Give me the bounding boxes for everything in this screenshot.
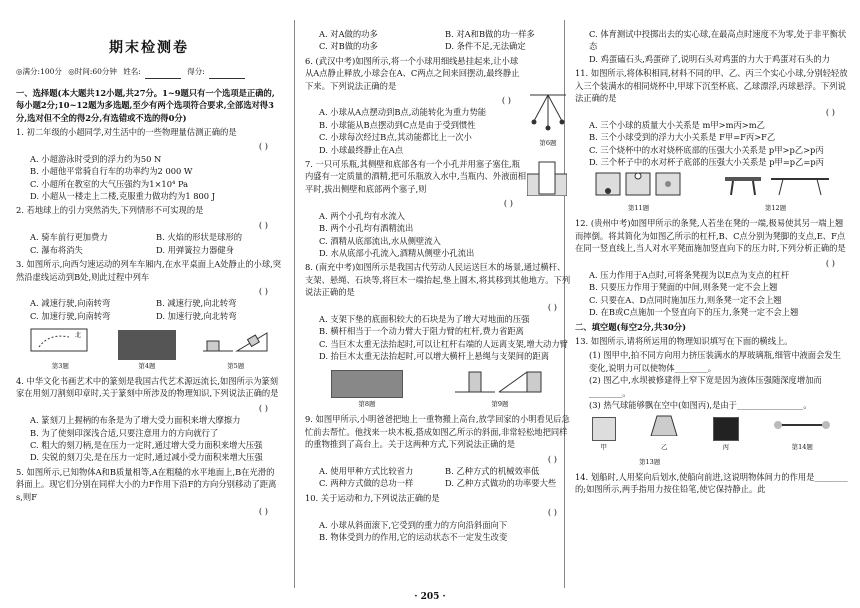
meta-score-blank: 得分: [187, 67, 205, 77]
bottle-image [592, 417, 616, 441]
meta-score: ◎满分:100分 [16, 67, 62, 77]
option: B. 乙种方式的机械效率低 [445, 466, 540, 476]
figure-q14 [772, 414, 832, 453]
figure-row [16, 325, 282, 372]
blocks-incline-figure [203, 325, 269, 355]
option-row [16, 231, 282, 243]
bottle-figure [527, 156, 571, 210]
answer-paren: ( ) [825, 257, 835, 268]
seal-carving-photo [118, 330, 176, 360]
figure-q3 [29, 325, 91, 372]
option-row [16, 310, 282, 322]
figure-label: 甲 [600, 442, 607, 451]
option-row [16, 297, 282, 309]
question-12: 12. (贵州中考)如图甲所示的条凳,人若坐在凳的一端,极易使其另一端上翘而摔倒。将其简化为如图乙所示的杠杆,B、C点分别为凳脚的支点,E、F点在同一竖直线上,当人对水平凳面施加竖直向下的压力时,下列分析正确的是 [575, 218, 846, 254]
option: A. 小球从A点摆动到B点,动能转化为重力势能 [319, 107, 487, 118]
option: B. 为了使刻印深浅合适,只要注意用力的方向就行了 [30, 427, 219, 438]
question-7-block [305, 156, 571, 210]
figure-caption: 第6题 [539, 139, 557, 148]
question-1: 1. 初二年级的小超同学,对生活中的一些物理量估测正确的是 [16, 127, 237, 138]
fill-item: (1) 图甲中,拍不同方向用力挤压装满水的厚玻璃瓶,细管中液面会发生变化,说明力可以使物体________。 [589, 350, 841, 373]
option: A. 使用甲种方式比较省力 [319, 466, 414, 476]
option: A. 减速行驶,向南转弯 [30, 298, 111, 309]
answer-paren: ( ) [258, 141, 268, 152]
option: C. 小球每次经过B点,其动能都比上一次小 [319, 132, 472, 143]
option: B. 横杆相当于一个动力臂大于阻力臂的杠杆,费力省距离 [319, 326, 524, 337]
question-2: 2. 若地球上的引力突然消失,下列情形不可实现的是 [16, 205, 204, 216]
page-title: 期末检测卷 [109, 40, 189, 56]
column-3 [575, 28, 849, 497]
option: C. 三个烧杯中的水对烧杯底部的压强大小关系是 p甲>p乙>p丙 [589, 144, 824, 155]
figure-label: 乙 [661, 442, 668, 451]
figure-caption: 第14题 [791, 442, 813, 451]
exam-meta [16, 66, 282, 78]
option: A. 对A做的功多 [319, 29, 378, 39]
option: B. 小超他平常骑自行车的功率约为2 000 W [30, 166, 193, 177]
answer-paren: ( ) [258, 285, 268, 296]
option: A. 两个小孔均有水流入 [319, 210, 405, 221]
answer-paren: ( ) [825, 107, 835, 118]
figure-caption: 第5题 [227, 361, 245, 370]
option: B. 两个小孔均有酒精流出 [319, 223, 414, 234]
hot-air-balloon-photo [713, 417, 739, 441]
figure-q6 [525, 53, 571, 156]
svg-text:北: 北 [75, 332, 82, 340]
column-2 [305, 28, 571, 543]
answer-paren: ( ) [503, 198, 513, 209]
question-13: 13. 如图所示,请将所运用的物理知识填写在下面的横线上。 [575, 335, 793, 346]
option: C. 当巨木太重无法抬起时,可以让杠杆右端的人远离支架,增大动力臂 [319, 338, 568, 349]
section-2-heading: 二、填空题(每空2分,共30分) [575, 321, 687, 332]
pendulum-figure [526, 93, 570, 133]
answer-paren: ( ) [258, 506, 268, 516]
figure-label: 丙 [722, 442, 729, 451]
figure-caption: 第11题 [627, 203, 650, 212]
question-9: 9. 如图甲所示,小明爸爸把地上一重物搬上高台,放学回家的小明看见后急忙前去帮忙。他找来一块木板,搭成如图乙所示的斜面,非常轻松地把同样的重物推到了高台上。关于这两种方式,下列说法正确的是 [305, 414, 570, 450]
question-5: 5. 如图所示,已知物体A和B质量相等,A在粗糙的水平地面上,B在光滑的斜面上。现它们分别在同样大小的力F作用下沿F的方向分别移动了距离s,则F [16, 466, 277, 502]
option: B. 减速行驶,向北转弯 [156, 298, 237, 309]
option: C. 体育测试中投掷出去的实心球,在最高点时速度不为零,处于非平衡状态 [589, 29, 847, 52]
question-7: 7. 一只可乐瓶,其侧壁和底部各有一个小孔并用塞子塞住,瓶内盛有一定质量的酒精,把可乐瓶放入水中,当瓶内、外液面相平时,拔出侧壁和底部两个塞子,则 [305, 159, 526, 194]
option-row [305, 28, 571, 40]
figure-caption: 第3题 [51, 361, 69, 370]
answer-paren: ( ) [547, 507, 557, 518]
three-beakers-figure [594, 171, 684, 197]
fill-item: (3) 热气球能够飘在空中(如图丙),是由于________________。 [589, 399, 812, 410]
fill-item: (2) 图乙中,水坝被修建得上窄下宽是因为液体压强随深度增加而________。 [589, 375, 822, 398]
figure-caption: 第4题 [138, 361, 156, 370]
option-row [305, 477, 571, 489]
option: D. 三个杯子中的水对杯子底部的压强大小关系是 p甲=p乙=p丙 [589, 157, 824, 168]
option: D. 用弹簧拉力器健身 [156, 244, 235, 255]
option: C. 加速行驶,向南转弯 [30, 310, 111, 321]
option: B. 只要压力作用于凳面的中间,则条凳一定不会上翘 [589, 282, 778, 293]
option: A. 小超游泳时受到的浮力约为50 N [30, 153, 162, 164]
option: D. 抬巨木太重无法抬起时,可以增大横杆上悬绳与支架间的距离 [319, 351, 549, 362]
dam-figure [649, 414, 679, 436]
option: D. 条件不足,无法确定 [445, 41, 526, 52]
option: A. 支架下垫的底面积较大的石块是为了增大对地面的压强 [319, 313, 530, 324]
section-1-heading: 一、选择题(本大题共12小题,共27分。1~9题只有一个选项是正确的,每小题2分;10~12题为多选题,至少有两个选项符合要求,全部选对得3分,选对但不全的得2分,有选错或不选的得0分) [16, 87, 275, 123]
column-divider [294, 20, 295, 588]
meta-time: ◎时间:60分钟 [68, 67, 117, 77]
figure-q4 [118, 330, 176, 372]
option: D. 加速行驶,向北转弯 [156, 310, 237, 321]
option-row [16, 244, 282, 256]
option: B. 对A和B做的功一样多 [445, 29, 535, 39]
figure-row [575, 171, 849, 214]
option: D. 尖锐的刻刀尖,是在压力一定时,通过减小受力面积来增大压强 [30, 452, 263, 463]
pencil-fingers-figure [772, 414, 832, 436]
lever-logs-illustration [331, 370, 403, 398]
option: C. 两种方式做的总功一样 [319, 478, 414, 489]
question-8: 8. (南充中考)如图所示是我国古代劳动人民运送巨木的场景,通过横杆、支架、悬绳、石块等,将巨木一端抬起,垫上圆木,将其移到其他地方。下列说法正确的是 [305, 262, 571, 298]
figure-q5 [203, 325, 269, 372]
option: A. 骑车前行更加费力 [30, 232, 108, 243]
bench-lever-figure [721, 171, 831, 197]
page-number: · 205 · [414, 592, 446, 602]
option: A. 压力作用于A点时,可将条凳视为以E点为支点的杠杆 [589, 269, 790, 280]
option: B. 小球能从B点摆动到C点是由于受到惯性 [319, 119, 476, 130]
option: D. 乙种方式做功的功率要大些 [445, 478, 557, 489]
question-3: 3. 如图所示,向西匀速运动的列车车厢内,在水平桌面上A处静止的小球,突然沿虚线运动到B处,则此过程中列车 [16, 259, 282, 282]
option: D. 鸡蛋磕石头,鸡蛋碎了,说明石头对鸡蛋的力大于鸡蛋对石头的力 [589, 53, 830, 64]
figure-q8 [331, 370, 403, 410]
answer-paren: ( ) [501, 95, 511, 106]
option: C. 小超所在教室的大气压强约为1×10⁴ Pa [30, 178, 189, 189]
figure-row [305, 366, 571, 411]
figure-q11 [594, 171, 684, 214]
figure-caption: 第8题 [358, 399, 376, 408]
question-6: 6. (武汉中考)如图所示,将一个小球用细线悬挂起来,让小球从A点静止释放,小球会在A、C两点之间来回摆动,最终静止下来。下列说法正确的是 [305, 55, 520, 91]
meta-name: 姓名: [123, 67, 141, 77]
figure-row [575, 414, 849, 453]
question-10: 10. 关于运动和力,下列说法正确的是 [305, 492, 440, 503]
option: C. 粗大的刻刀柄,是在压力一定时,通过增大受力面积来增大压强 [30, 439, 263, 450]
figure-q9 [455, 366, 545, 411]
question-6-block [305, 53, 571, 156]
question-11: 11. 如图所示,将体积相同,材料不同的甲、乙、丙三个实心小球,分别轻轻放入三个装满水的相同烧杯中,甲球下沉至杯底、乙球漂浮,丙球悬浮。下列说法正确的是 [575, 68, 848, 104]
answer-paren: ( ) [258, 402, 268, 413]
option: B. 物体受到力的作用,它的运动状态不一定发生改变 [319, 532, 508, 543]
answer-paren: ( ) [547, 453, 557, 464]
option: D. 小超从一楼走上二楼,克服重力做功约为1 800 J [30, 191, 216, 202]
figure-q13-yi [649, 414, 679, 453]
option: A. 篆刻刀上握柄的布条是为了增大受力面积来增大摩擦力 [30, 415, 241, 426]
name-blank [145, 70, 181, 79]
option: C. 酒精从底部流出,水从侧壁流入 [319, 235, 441, 246]
bottle-in-water-figure [527, 160, 567, 196]
figure-q12 [721, 171, 831, 214]
option: D. 在B或C点施加一个竖直向下的压力,条凳一定不会上翘 [589, 307, 799, 318]
question-4: 4. 中华文化书画艺术中的篆刻是我国古代艺术源远流长,如图所示为篆刻家在用刻刀割刻印章时,关于篆刻中所涉及的物理知识,下列说法正确的是 [16, 375, 279, 399]
figure-caption: 第9题 [491, 399, 509, 408]
option: D. 水从底部小孔流入,酒精从侧壁小孔流出 [319, 247, 475, 258]
option: B. 三个小球受到的浮力大小关系是 F甲=F丙>F乙 [589, 132, 776, 143]
figure-caption: 第12题 [764, 203, 787, 212]
option: C. 瀑布将消失 [30, 244, 83, 255]
figure-q13-bing [713, 417, 739, 453]
option: A. 三个小球的质量大小关系是 m甲>m丙>m乙 [589, 119, 765, 130]
stairs-ramp-figure [455, 366, 545, 394]
score-blank [209, 70, 245, 79]
column-1 [16, 28, 282, 517]
option: B. 火焰的形状是球形的 [156, 232, 243, 243]
figure-q13-jia [592, 417, 616, 453]
train-ball-figure [29, 325, 91, 355]
option: C. 只要在A、D点同时施加压力,则条凳一定不会上翘 [589, 294, 782, 305]
answer-paren: ( ) [258, 219, 268, 230]
option-row [305, 465, 571, 477]
option: C. 对B做的功多 [319, 41, 378, 52]
answer-paren: ( ) [547, 301, 557, 312]
option-row [305, 40, 571, 52]
option: D. 小球最终静止在A点 [319, 144, 403, 155]
figure-caption: 第13题 [639, 458, 661, 467]
question-14: 14. 划船时,人用桨向后划水,使船向前进,这说明物体间力的作用是________的;如图所示,两手指用力按住铅笔,使它保持静止。此 [575, 471, 848, 494]
option: A. 小球从斜面滚下,它受到的重力的方向沿斜面向下 [319, 519, 508, 530]
